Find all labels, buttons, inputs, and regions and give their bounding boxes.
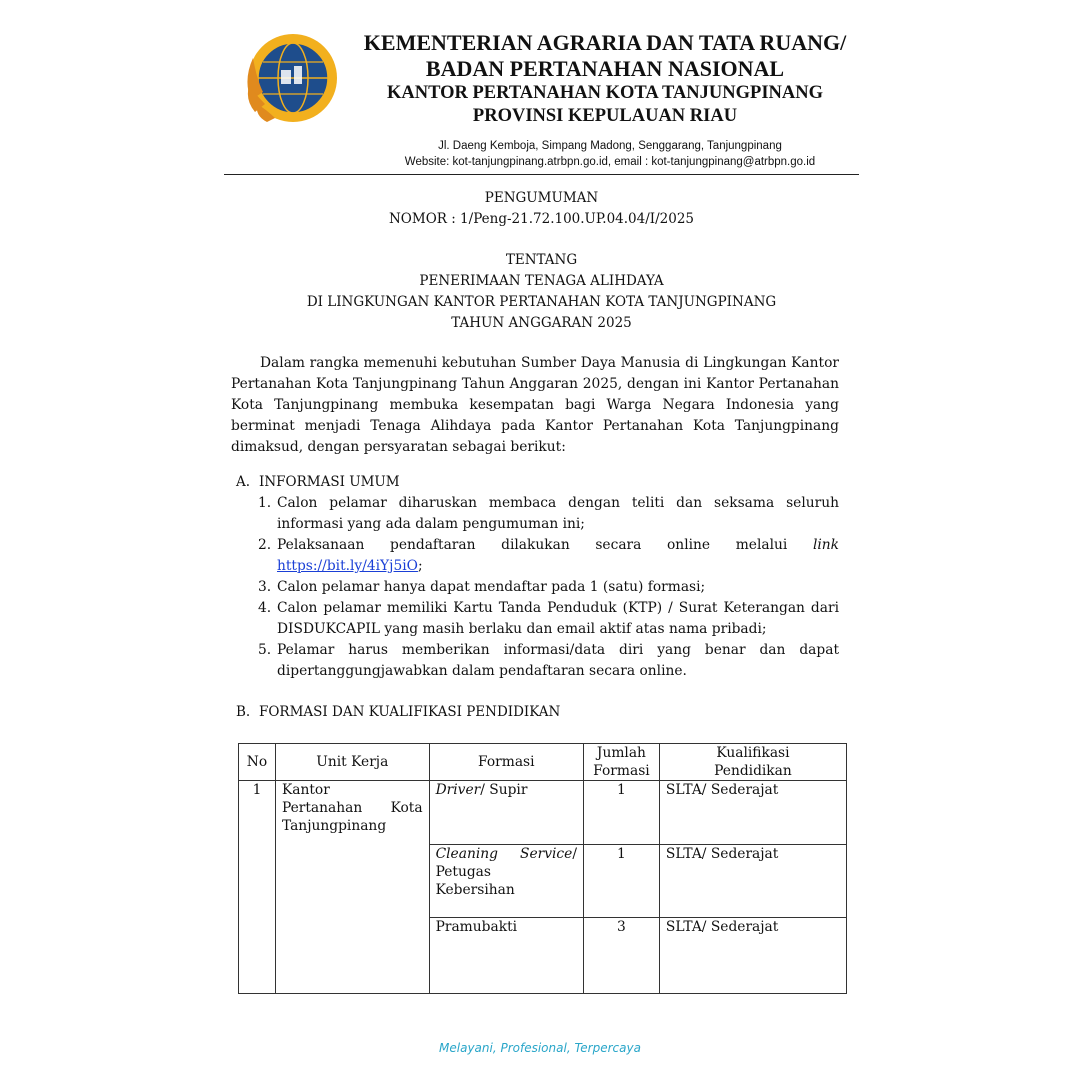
list-item xyxy=(256,640,839,682)
list-item xyxy=(256,577,839,598)
intro-paragraph: Dalam rangka memenuhi kebutuhan Sumber Daya Manusia di Lingkungan Kantor Pertanahan Kota Tanjungpinang Tahun Anggaran 2025, dengan ini Kantor Pertanahan Kota Tanjungpinang membuka kesempatan bagi Warga Negara Indonesia yang berminat menjadi Tenaga Alihdaya pada Kantor Pertanahan Kota Tanjungpinang dimaksud, dengan persyaratan sebagai berikut: xyxy=(231,355,839,455)
about-label: TENTANG xyxy=(505,252,578,268)
list-text-line xyxy=(277,535,839,556)
formasi-text: / Supir xyxy=(480,782,528,798)
table-header-row xyxy=(239,744,847,781)
formasi-cell xyxy=(429,781,583,845)
section-b-title: FORMASI DAN KUALIFIKASI PENDIDIKAN xyxy=(259,704,561,720)
letterhead-address xyxy=(380,138,840,170)
list-number: 5. xyxy=(258,642,272,658)
registration-link[interactable]: https://bit.ly/4iYj5iO xyxy=(277,558,418,574)
formasi-italic: Cleaning Service xyxy=(435,846,573,862)
announcement-number: NOMOR : 1/Peng-21.72.100.UP.04.04/I/2025 xyxy=(388,211,694,227)
section-a-label: A. xyxy=(236,474,251,490)
letterhead-divider xyxy=(224,174,859,175)
agency-name: BADAN PERTANAHAN NASIONAL xyxy=(425,56,785,81)
header-kualifikasi-line2: Pendidikan xyxy=(714,763,792,779)
ministry-name: KEMENTERIAN AGRARIA DAN TATA RUANG/ xyxy=(363,30,847,55)
list-text: Pelaksanaan pendaftaran dilakukan secara online melalui xyxy=(277,537,788,553)
address-line: Jl. Daeng Kemboja, Simpang Madong, Senggarang, Tanjungpinang xyxy=(438,140,782,152)
list-number: 1. xyxy=(258,495,272,511)
list-text: Calon pelamar hanya dapat mendaftar pada 1 (satu) formasi; xyxy=(277,579,706,595)
website-line: Website: kot-tanjungpinang.atrbpn.go.id, email : kot-tanjungpinang@atrbpn.go.id xyxy=(404,156,816,168)
formasi-line-2: Petugas xyxy=(435,864,491,880)
header-jumlah-line1: Jumlah xyxy=(596,745,646,761)
section-a-title: INFORMASI UMUM xyxy=(259,474,400,490)
header-jumlah-line2: Formasi xyxy=(593,763,650,779)
general-info-list xyxy=(256,493,839,682)
jumlah-cell: 3 xyxy=(583,918,659,994)
subject-line-2: DI LINGKUNGAN KANTOR PERTANAHAN KOTA TANJUNGPINANG xyxy=(306,294,777,310)
announcement-subject xyxy=(224,250,859,334)
section-b-heading xyxy=(236,702,560,723)
header-jumlah-formasi xyxy=(583,744,659,781)
formasi-table xyxy=(238,743,847,994)
province-name: PROVINSI KEPULAUAN RIAU xyxy=(472,106,738,126)
formasi-italic: Driver xyxy=(435,782,481,798)
kualifikasi-cell: SLTA/ Sederajat xyxy=(659,918,846,994)
formasi-cell xyxy=(429,845,583,918)
unit-line-1: Kantor xyxy=(281,782,330,798)
header-unit-kerja: Unit Kerja xyxy=(275,744,429,781)
kualifikasi-cell: SLTA/ Sederajat xyxy=(659,845,846,918)
unit-kerja-cell xyxy=(275,781,429,994)
jumlah-cell: 1 xyxy=(583,781,659,845)
kualifikasi-cell: SLTA/ Sederajat xyxy=(659,781,846,845)
header-no: No xyxy=(239,744,276,781)
row-number: 1 xyxy=(239,781,276,994)
subject-line-1: PENERIMAAN TENAGA ALIHDAYA xyxy=(419,273,664,289)
section-b-label: B. xyxy=(236,704,251,720)
formasi-text: / xyxy=(572,846,577,862)
letterhead xyxy=(345,30,865,128)
list-text: Calon pelamar diharuskan membaca dengan teliti dan seksama seluruh informasi yang ada dalam pengumuman ini; xyxy=(277,495,839,532)
list-text-end: ; xyxy=(417,558,423,574)
header-kualifikasi-line1: Kualifikasi xyxy=(716,745,790,761)
formasi-line-1 xyxy=(436,845,577,863)
table-row xyxy=(239,781,847,845)
list-number: 2. xyxy=(258,537,272,553)
subject-line-3: TAHUN ANGGARAN 2025 xyxy=(451,315,632,331)
formasi-cell: Pramubakti xyxy=(429,918,583,994)
announcement-header xyxy=(224,188,859,230)
unit-line-2: Pertanahan Kota xyxy=(281,800,423,816)
list-number: 4. xyxy=(258,600,272,616)
office-name: KANTOR PERTANAHAN KOTA TANJUNGPINANG xyxy=(386,83,823,103)
unit-line-3: Tanjungpinang xyxy=(281,818,387,834)
list-item xyxy=(256,493,839,535)
list-item xyxy=(256,535,839,577)
list-item xyxy=(256,598,839,640)
link-word: link xyxy=(812,537,840,553)
footer-tagline: Melayani, Profesional, Terpercaya xyxy=(439,1041,641,1055)
list-number: 3. xyxy=(258,579,272,595)
section-a-heading xyxy=(236,472,400,493)
header-kualifikasi xyxy=(659,744,846,781)
formasi-line-3: Kebersihan xyxy=(435,882,515,898)
header-formasi: Formasi xyxy=(429,744,583,781)
list-text: Pelamar harus memberikan informasi/data diri yang benar dan dapat dipertanggungjawabkan dalam pendaftaran secara online. xyxy=(277,642,839,679)
announcement-heading: PENGUMUMAN xyxy=(484,190,599,206)
list-text: Calon pelamar memiliki Kartu Tanda Penduduk (KTP) / Surat Keterangan dari DISDUKCAPIL yang masih berlaku dan email aktif atas nama pribadi; xyxy=(277,600,839,637)
jumlah-cell: 1 xyxy=(583,845,659,918)
atr-bpn-logo xyxy=(241,30,341,130)
